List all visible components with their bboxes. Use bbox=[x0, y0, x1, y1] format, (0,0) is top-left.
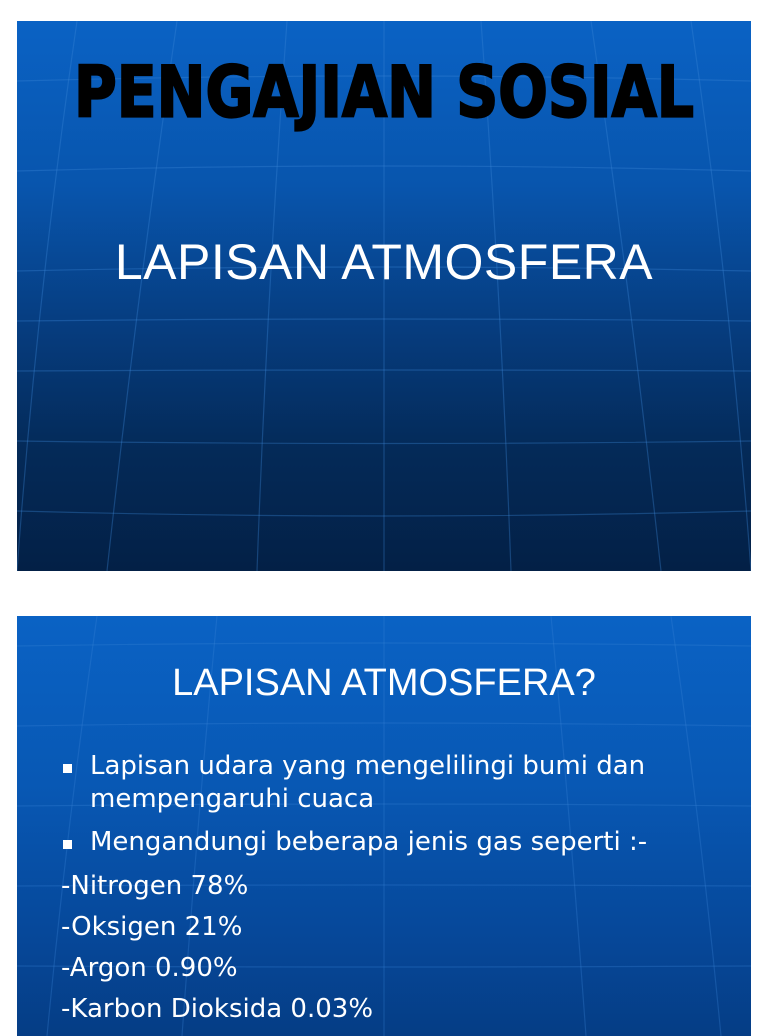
slide-1-subtitle: LAPISAN ATMOSFERA bbox=[114, 234, 654, 290]
gas-item-argon: -Argon 0.90% bbox=[61, 953, 238, 983]
slide-2 bbox=[17, 616, 751, 1036]
square-bullet-icon bbox=[63, 764, 72, 773]
bullet-item bbox=[57, 826, 737, 859]
square-bullet-icon bbox=[63, 840, 72, 849]
header-title: PENGAJIAN SOSIAL bbox=[74, 51, 695, 134]
gas-item-nitrogen: -Nitrogen 78% bbox=[61, 871, 249, 901]
bullet-list bbox=[57, 750, 737, 869]
slide-2-title: LAPISAN ATMOSFERA? bbox=[172, 662, 596, 704]
bullet-text: Mengandungi beberapa jenis gas seperti :- bbox=[90, 827, 648, 857]
header-title-wordart bbox=[17, 33, 751, 143]
slide-1 bbox=[17, 21, 751, 571]
bullet-text: Lapisan udara yang mengelilingi bumi dan mempengaruhi cuaca bbox=[90, 751, 646, 814]
bullet-item bbox=[57, 750, 737, 816]
gas-list bbox=[61, 866, 373, 1030]
gas-item-oxygen: -Oksigen 21% bbox=[61, 912, 243, 942]
gas-item-carbon-dioxide: -Karbon Dioksida 0.03% bbox=[61, 994, 374, 1024]
